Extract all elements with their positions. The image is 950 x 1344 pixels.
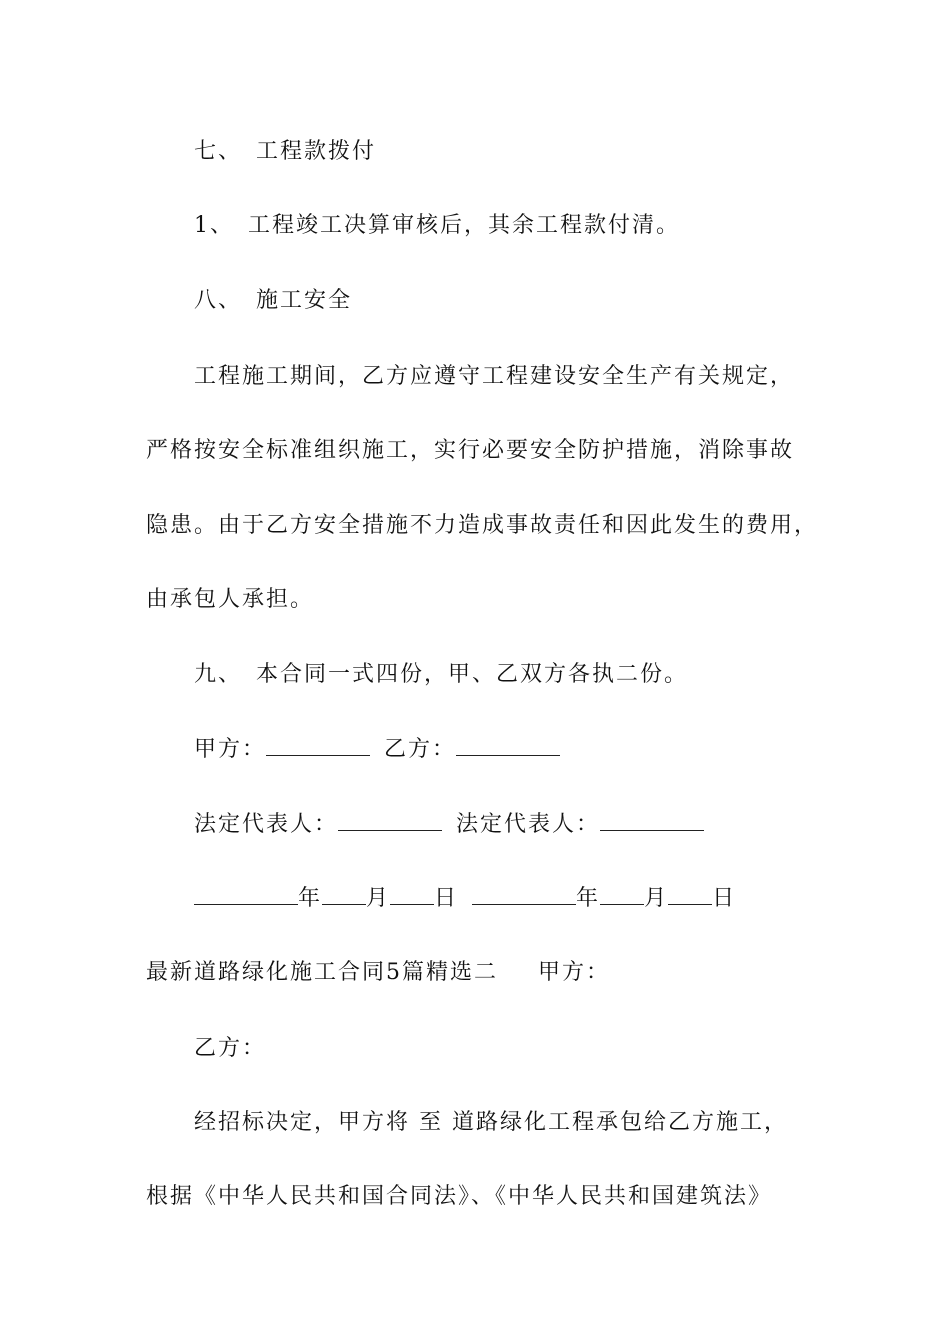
next-contract-intro-line-1: 经招标决定，甲方将 至 道路绿化工程承包给乙方施工，	[194, 1110, 788, 1135]
date-a-year-label: 年	[298, 886, 323, 911]
rep-a-label: 法定代表人：	[194, 812, 339, 837]
date-a-day-label: 日	[434, 886, 459, 911]
section-7-heading	[194, 137, 874, 167]
section-7-title: 工程款拨付	[256, 139, 377, 164]
rep-b-label: 法定代表人：	[456, 812, 601, 837]
party-b-label: 乙方：	[384, 737, 457, 762]
safety-paragraph-line-3: 隐患。由于乙方安全措施不力造成事故责任和因此发生的费用，	[146, 513, 819, 538]
next-contract-intro-line-2: 根据《中华人民共和国合同法》、《中华人民共和国建筑法》	[146, 1184, 773, 1209]
item-1-number: 1、	[194, 213, 234, 238]
safety-paragraph-line-1: 工程施工期间，乙方应遵守工程建设安全生产有关规定，	[194, 364, 795, 389]
section-9	[194, 660, 874, 690]
date-line	[194, 884, 874, 914]
section-9-text: 本合同一式四份，甲、乙双方各执二份。	[256, 662, 689, 687]
date-b-day-blank[interactable]	[668, 884, 712, 905]
next-contract-party-a: 甲方：	[538, 960, 611, 985]
section-8-title: 施工安全	[256, 288, 353, 313]
section-8-heading	[194, 286, 874, 316]
section-8-number: 八、	[194, 288, 243, 313]
item-1	[194, 211, 874, 241]
next-contract-title: 最新道路绿化施工合同5篇精选二	[146, 960, 498, 985]
item-1-text: 工程竣工决算审核后，其余工程款付清。	[248, 213, 681, 238]
date-a-month-blank[interactable]	[322, 884, 366, 905]
next-contract-title-line	[146, 958, 826, 988]
rep-a-blank[interactable]	[338, 810, 442, 831]
party-a-blank[interactable]	[266, 735, 370, 756]
date-b-year-label: 年	[576, 886, 601, 911]
date-b-month-blank[interactable]	[600, 884, 644, 905]
section-7-number: 七、	[194, 139, 243, 164]
section-9-number: 九、	[194, 662, 243, 687]
safety-paragraph-line-2: 严格按安全标准组织施工，实行必要安全防护措施，消除事故	[146, 438, 795, 463]
date-b-year-blank[interactable]	[472, 884, 576, 905]
party-b-blank[interactable]	[456, 735, 560, 756]
party-signature-line	[194, 735, 874, 765]
date-b-day-label: 日	[712, 886, 737, 911]
party-a-label: 甲方：	[194, 737, 267, 762]
date-a-month-label: 月	[366, 886, 391, 911]
safety-paragraph-line-4: 由承包人承担。	[146, 587, 315, 612]
date-b-month-label: 月	[644, 886, 669, 911]
date-a-year-blank[interactable]	[194, 884, 298, 905]
representative-signature-line	[194, 810, 874, 840]
date-a-day-blank[interactable]	[390, 884, 434, 905]
rep-b-blank[interactable]	[600, 810, 704, 831]
next-contract-party-b: 乙方：	[194, 1036, 267, 1061]
